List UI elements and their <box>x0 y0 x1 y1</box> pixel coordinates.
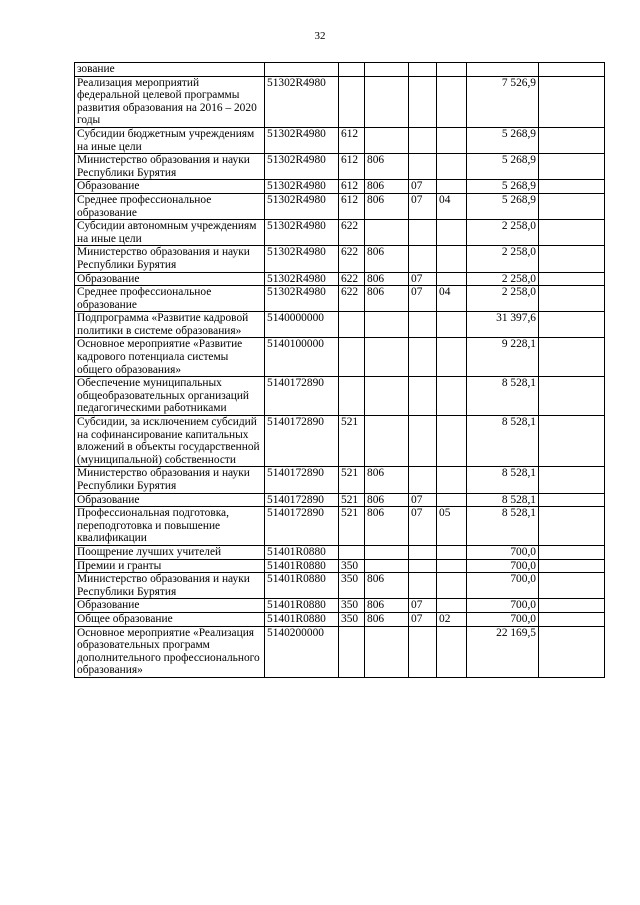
row-amount-cell: 2 258,0 <box>467 220 539 246</box>
row-empty-cell <box>539 312 605 338</box>
row-vr-cell: 622 <box>339 246 365 272</box>
row-empty-cell <box>539 76 605 127</box>
row-pr-cell <box>437 220 467 246</box>
row-name-cell: Министерство образования и науки Республики Бурятия <box>75 246 265 272</box>
row-name-cell: Основное мероприятие «Развитие кадрового потенциала системы общего образования» <box>75 338 265 377</box>
row-vr-cell: 612 <box>339 180 365 194</box>
row-rz-cell <box>409 626 437 677</box>
row-vr-cell: 521 <box>339 507 365 546</box>
row-vr-cell <box>339 545 365 559</box>
row-pr-cell <box>437 559 467 573</box>
row-vr-cell: 521 <box>339 467 365 493</box>
row-amount-cell: 7 526,9 <box>467 76 539 127</box>
row-amount-cell: 8 528,1 <box>467 493 539 507</box>
table-body <box>75 63 605 678</box>
table-row <box>75 338 605 377</box>
row-amount-cell: 22 169,5 <box>467 626 539 677</box>
table-row <box>75 612 605 626</box>
row-name-cell: Реализация мероприятий федеральной целевой программы развития образования на 2016 – 2020 годы <box>75 76 265 127</box>
row-rz-cell: 07 <box>409 286 437 312</box>
row-empty-cell <box>539 467 605 493</box>
table-row <box>75 493 605 507</box>
row-grbs-cell <box>365 127 409 153</box>
row-grbs-cell <box>365 312 409 338</box>
row-empty-cell <box>539 286 605 312</box>
row-amount-cell: 8 528,1 <box>467 467 539 493</box>
row-grbs-cell <box>365 559 409 573</box>
row-name-cell: зование <box>75 63 265 77</box>
row-amount-cell: 5 268,9 <box>467 154 539 180</box>
row-amount-cell: 5 268,9 <box>467 180 539 194</box>
row-vr-cell: 612 <box>339 127 365 153</box>
table-row <box>75 180 605 194</box>
row-name-cell: Субсидии автономным учреждениям на иные цели <box>75 220 265 246</box>
row-vr-cell: 350 <box>339 573 365 599</box>
row-empty-cell <box>539 626 605 677</box>
row-vr-cell: 622 <box>339 220 365 246</box>
row-csr-cell: 5140172890 <box>265 416 339 467</box>
row-vr-cell <box>339 76 365 127</box>
row-rz-cell: 07 <box>409 193 437 219</box>
row-amount-cell: 700,0 <box>467 559 539 573</box>
row-pr-cell <box>437 416 467 467</box>
row-rz-cell <box>409 220 437 246</box>
row-grbs-cell: 806 <box>365 180 409 194</box>
row-csr-cell: 51302R4980 <box>265 76 339 127</box>
row-csr-cell: 51401R0880 <box>265 612 339 626</box>
row-empty-cell <box>539 507 605 546</box>
row-name-cell: Среднее профессиональное образование <box>75 193 265 219</box>
row-rz-cell <box>409 545 437 559</box>
row-name-cell: Основное мероприятие «Реализация образовательных программ дополнительного профессионального образования» <box>75 626 265 677</box>
row-empty-cell <box>539 573 605 599</box>
table-row <box>75 193 605 219</box>
row-empty-cell <box>539 154 605 180</box>
row-csr-cell: 51401R0880 <box>265 599 339 613</box>
row-vr-cell: 612 <box>339 154 365 180</box>
row-pr-cell <box>437 599 467 613</box>
row-grbs-cell <box>365 63 409 77</box>
row-grbs-cell <box>365 377 409 416</box>
row-pr-cell <box>437 467 467 493</box>
row-csr-cell: 51302R4980 <box>265 246 339 272</box>
row-rz-cell: 07 <box>409 507 437 546</box>
row-pr-cell <box>437 63 467 77</box>
row-csr-cell: 51302R4980 <box>265 286 339 312</box>
row-csr-cell: 51401R0880 <box>265 573 339 599</box>
table-row <box>75 545 605 559</box>
table-row <box>75 63 605 77</box>
row-pr-cell <box>437 493 467 507</box>
row-vr-cell <box>339 377 365 416</box>
row-amount-cell: 700,0 <box>467 545 539 559</box>
row-vr-cell: 622 <box>339 286 365 312</box>
table-row <box>75 599 605 613</box>
row-name-cell: Образование <box>75 180 265 194</box>
row-rz-cell <box>409 559 437 573</box>
row-vr-cell <box>339 63 365 77</box>
row-empty-cell <box>539 545 605 559</box>
row-amount-cell: 31 397,6 <box>467 312 539 338</box>
row-rz-cell <box>409 127 437 153</box>
row-amount-cell: 5 268,9 <box>467 193 539 219</box>
table-row <box>75 377 605 416</box>
row-grbs-cell: 806 <box>365 286 409 312</box>
row-vr-cell: 521 <box>339 493 365 507</box>
page-number: 32 <box>314 30 326 42</box>
row-csr-cell: 5140172890 <box>265 467 339 493</box>
row-grbs-cell <box>365 416 409 467</box>
row-amount-cell: 700,0 <box>467 573 539 599</box>
row-pr-cell <box>437 573 467 599</box>
row-pr-cell <box>437 545 467 559</box>
row-name-cell: Образование <box>75 599 265 613</box>
row-vr-cell: 350 <box>339 599 365 613</box>
row-grbs-cell: 806 <box>365 507 409 546</box>
row-rz-cell <box>409 154 437 180</box>
row-empty-cell <box>539 599 605 613</box>
row-empty-cell <box>539 127 605 153</box>
row-grbs-cell: 806 <box>365 599 409 613</box>
row-pr-cell <box>437 246 467 272</box>
table-row <box>75 626 605 677</box>
table-row <box>75 76 605 127</box>
row-name-cell: Субсидии, за исключением субсидий на софинансирование капитальных вложений в объекты государственной (муниципальной) собственности <box>75 416 265 467</box>
row-amount-cell: 9 228,1 <box>467 338 539 377</box>
row-name-cell: Среднее профессиональное образование <box>75 286 265 312</box>
row-empty-cell <box>539 559 605 573</box>
row-name-cell: Министерство образования и науки Республики Бурятия <box>75 573 265 599</box>
row-name-cell: Обеспечение муниципальных общеобразовательных организаций педагогическими работниками <box>75 377 265 416</box>
row-name-cell: Поощрение лучших учителей <box>75 545 265 559</box>
row-amount-cell: 2 258,0 <box>467 272 539 286</box>
table-row <box>75 246 605 272</box>
row-empty-cell <box>539 180 605 194</box>
row-name-cell: Министерство образования и науки Республики Бурятия <box>75 467 265 493</box>
row-name-cell: Министерство образования и науки Республики Бурятия <box>75 154 265 180</box>
row-amount-cell: 2 258,0 <box>467 286 539 312</box>
row-rz-cell: 07 <box>409 180 437 194</box>
row-vr-cell <box>339 312 365 338</box>
row-pr-cell <box>437 338 467 377</box>
row-amount-cell: 700,0 <box>467 599 539 613</box>
row-amount-cell: 8 528,1 <box>467 416 539 467</box>
row-empty-cell <box>539 246 605 272</box>
row-csr-cell: 51302R4980 <box>265 154 339 180</box>
row-rz-cell: 07 <box>409 493 437 507</box>
row-pr-cell: 05 <box>437 507 467 546</box>
row-grbs-cell <box>365 545 409 559</box>
row-rz-cell <box>409 377 437 416</box>
row-csr-cell <box>265 63 339 77</box>
row-vr-cell: 622 <box>339 272 365 286</box>
row-pr-cell <box>437 180 467 194</box>
table-row <box>75 416 605 467</box>
table-row <box>75 154 605 180</box>
row-grbs-cell: 806 <box>365 272 409 286</box>
row-grbs-cell <box>365 220 409 246</box>
row-empty-cell <box>539 63 605 77</box>
row-name-cell: Подпрограмма «Развитие кадровой политики в системе образования» <box>75 312 265 338</box>
row-pr-cell: 04 <box>437 286 467 312</box>
row-grbs-cell <box>365 626 409 677</box>
row-pr-cell <box>437 127 467 153</box>
row-vr-cell: 521 <box>339 416 365 467</box>
row-csr-cell: 51302R4980 <box>265 127 339 153</box>
row-csr-cell: 5140172890 <box>265 493 339 507</box>
row-name-cell: Образование <box>75 272 265 286</box>
row-vr-cell: 350 <box>339 612 365 626</box>
row-name-cell: Общее образование <box>75 612 265 626</box>
row-pr-cell: 04 <box>437 193 467 219</box>
row-rz-cell <box>409 312 437 338</box>
row-name-cell: Премии и гранты <box>75 559 265 573</box>
row-amount-cell: 5 268,9 <box>467 127 539 153</box>
row-vr-cell: 612 <box>339 193 365 219</box>
row-csr-cell: 5140100000 <box>265 338 339 377</box>
row-name-cell: Профессиональная подготовка, переподготовка и повышение квалификации <box>75 507 265 546</box>
row-csr-cell: 5140172890 <box>265 377 339 416</box>
row-name-cell: Образование <box>75 493 265 507</box>
row-amount-cell: 8 528,1 <box>467 507 539 546</box>
row-csr-cell: 5140200000 <box>265 626 339 677</box>
row-rz-cell <box>409 416 437 467</box>
row-csr-cell: 51401R0880 <box>265 559 339 573</box>
row-amount-cell: 2 258,0 <box>467 246 539 272</box>
row-rz-cell: 07 <box>409 612 437 626</box>
row-grbs-cell: 806 <box>365 154 409 180</box>
row-rz-cell: 07 <box>409 272 437 286</box>
row-rz-cell <box>409 467 437 493</box>
table-row <box>75 559 605 573</box>
row-rz-cell <box>409 573 437 599</box>
row-amount-cell: 8 528,1 <box>467 377 539 416</box>
row-grbs-cell: 806 <box>365 573 409 599</box>
row-csr-cell: 51302R4980 <box>265 220 339 246</box>
row-empty-cell <box>539 612 605 626</box>
row-grbs-cell: 806 <box>365 612 409 626</box>
row-csr-cell: 51401R0880 <box>265 545 339 559</box>
row-rz-cell <box>409 338 437 377</box>
row-csr-cell: 51302R4980 <box>265 180 339 194</box>
row-rz-cell <box>409 76 437 127</box>
row-pr-cell <box>437 76 467 127</box>
row-rz-cell: 07 <box>409 599 437 613</box>
table-row <box>75 220 605 246</box>
row-pr-cell <box>437 154 467 180</box>
row-grbs-cell: 806 <box>365 193 409 219</box>
row-csr-cell: 51302R4980 <box>265 272 339 286</box>
table-row <box>75 127 605 153</box>
table-row <box>75 467 605 493</box>
row-csr-cell: 51302R4980 <box>265 193 339 219</box>
row-pr-cell <box>437 272 467 286</box>
row-empty-cell <box>539 416 605 467</box>
table-row <box>75 272 605 286</box>
row-grbs-cell <box>365 76 409 127</box>
row-empty-cell <box>539 193 605 219</box>
row-vr-cell: 350 <box>339 559 365 573</box>
row-csr-cell: 5140000000 <box>265 312 339 338</box>
row-name-cell: Субсидии бюджетным учреждениям на иные цели <box>75 127 265 153</box>
table-row <box>75 573 605 599</box>
row-empty-cell <box>539 377 605 416</box>
row-amount-cell: 700,0 <box>467 612 539 626</box>
row-pr-cell <box>437 312 467 338</box>
row-grbs-cell: 806 <box>365 467 409 493</box>
table-row <box>75 507 605 546</box>
row-vr-cell <box>339 338 365 377</box>
row-empty-cell <box>539 338 605 377</box>
row-empty-cell <box>539 493 605 507</box>
row-empty-cell <box>539 272 605 286</box>
row-amount-cell <box>467 63 539 77</box>
row-grbs-cell: 806 <box>365 246 409 272</box>
row-empty-cell <box>539 220 605 246</box>
row-pr-cell: 02 <box>437 612 467 626</box>
row-pr-cell <box>437 626 467 677</box>
row-vr-cell <box>339 626 365 677</box>
budget-table <box>74 62 605 678</box>
row-pr-cell <box>437 377 467 416</box>
table-row <box>75 286 605 312</box>
row-grbs-cell: 806 <box>365 493 409 507</box>
table-row <box>75 312 605 338</box>
row-rz-cell <box>409 63 437 77</box>
row-rz-cell <box>409 246 437 272</box>
row-csr-cell: 5140172890 <box>265 507 339 546</box>
row-grbs-cell <box>365 338 409 377</box>
